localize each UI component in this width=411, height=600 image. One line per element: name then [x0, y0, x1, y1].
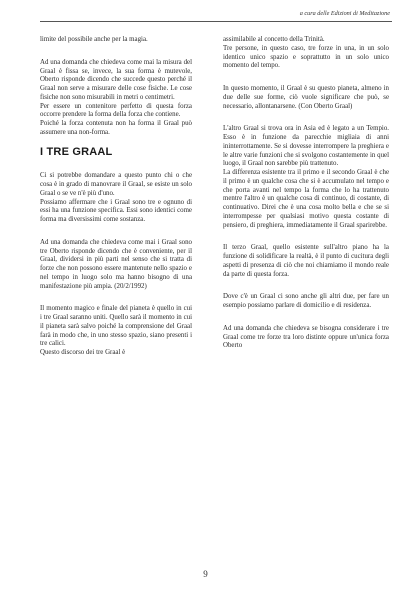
- paragraph: assimilabile al concetto della Trinità.: [223, 36, 325, 43]
- paragraph: Ad una domanda che chiedeva come mai la misura del Graal è fissa se, invece, la sua forma è mutevole, Oberto risponde dicendo che succede questo perché il Graal non serve a misurare delle cose fisiche. Le cose fisiche non sono misurabili in metri o centimetri.: [40, 58, 192, 101]
- section-heading: I TRE GRAAL: [40, 145, 113, 158]
- paragraph: Tre persone, in questo caso, tre forze in una, in un solo identico unico spazio e soprattutto in un solo unico momento del tempo.: [223, 44, 389, 70]
- left-column: [40, 36, 192, 358]
- paragraph: Possiamo affermare che i Graal sono tre e ognuno di essi ha una funzione specifica. Essi sono identici come forma ma diversissimi come sostanza.: [40, 198, 192, 223]
- header-title: a cura delle Edizioni di Meditazione: [299, 10, 390, 17]
- page-number: 9: [203, 569, 208, 579]
- paragraph: Ad una domanda che chiedeva se bisogna considerare i tre Graal come tre forze tra loro distinte oppure un'unica forza Oberto: [223, 324, 389, 350]
- paragraph: Per essere un contenitore perfetto di questa forza occorre prendere la forma della forza che contiene.: [40, 102, 192, 119]
- paragraph: Questo discorso dei tre Graal è: [40, 349, 126, 356]
- paragraph: Il momento magico e finale del pianeta è quello in cui i tre Graal saranno uniti. Quello sarà il momento in cui il pianeta sarà salvo poiché la comprensione del Graal farà in modo che, in uno stesso spazio, siano presenti i tre calici.: [40, 305, 192, 348]
- paragraph: L'altro Graal si trova ora in Asia ed è legato a un Tempio. Esso è in funzione da parecchie migliaia di anni ininterrottamente. Se si dovesse interrompere la preghiera e le altre varie funzioni che si svolgono costantemente in quel luogo, il Graal non sarebbe più trattenuto.: [223, 125, 389, 168]
- paragraph: La differenza esistente tra il primo e il secondo Graal è che il primo è un qualche cosa che si è accumulato nel tempo e che porta avanti nel tempo la forma che lo ha trattenuto mentre l'altro è un qualche cosa di continuo, di costante, di continuativo. Direi che è una cosa molto bella e che se si interrompesse per qualsiasi motivo questa costante di pensiero, di preghiera, immediatamente il Graal sparirebbe.: [223, 169, 389, 229]
- paragraph: Dove c'è un Graal ci sono anche gli altri due, per fare un esempio possiamo parlare di domicilio e di residenza.: [223, 293, 389, 309]
- header-rule: [40, 21, 392, 22]
- paragraph: Il terzo Graal, quello esistente sull'altro piano ha la funzione di solidificare la realtà, è il punto di cucitura degli aspetti di presenza di ciò che noi chiamiamo il mondo reale da parte di questa forza.: [223, 244, 389, 278]
- paragraph: limite del possibile anche per la magia.: [40, 36, 148, 43]
- paragraph: Ad una domanda che chiedeva come mai i Graal sono tre Oberto risponde dicendo che è conveniente, per il Graal, dividersi in più parti nel senso che si tratta di forze che non possono essere mantenute nello spazio e nel tempo in luogo solo ma hanno bisogno di una manifestazione più ampia. (20/2/1992): [40, 238, 192, 290]
- running-header: [40, 8, 392, 24]
- paragraph: In questo momento, il Graal è su questo pianeta, almeno in due delle sue forme, ciò vuole significare che può, se necessario, allontanarsene. (Con Oberto Graal): [223, 85, 389, 110]
- paragraph: Ci si potrebbe domandare a questo punto chi o che cosa è in grado di manovrare il Graal, se esiste un solo Graal o se ve n'è più d'uno.: [40, 172, 192, 197]
- paragraph: Poiché la forza contenuta non ha forma il Graal può assumere una non-forma.: [40, 120, 192, 136]
- right-column: [223, 36, 389, 351]
